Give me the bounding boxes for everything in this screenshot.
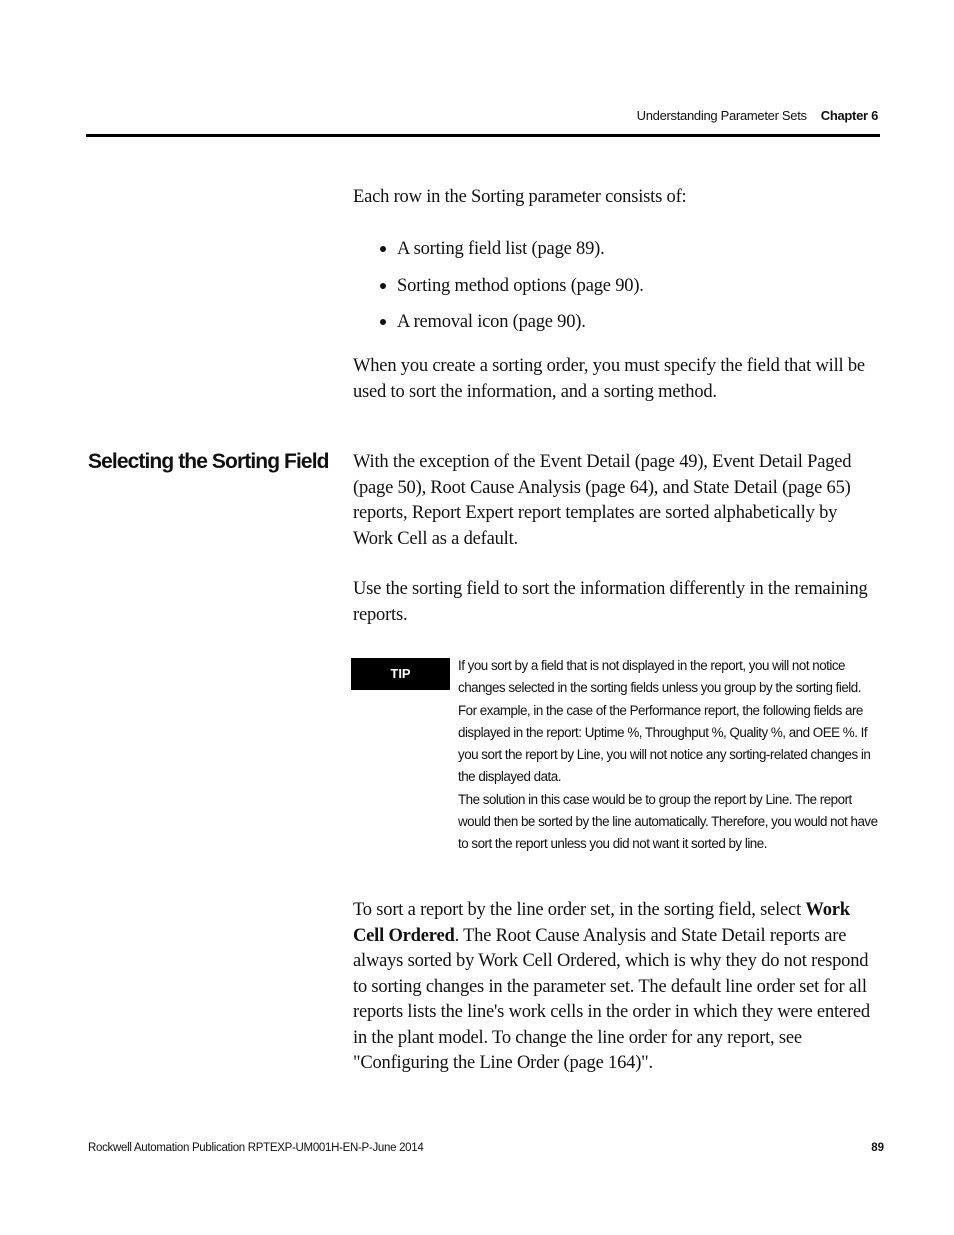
tip-paragraph-1: If you sort by a field that is not displayed in the report, you will not notice changes selected in the sorting fields unless you group by the sorting field. [458,658,861,696]
header-section-title: Understanding Parameter Sets [636,108,807,123]
tip-body [458,655,878,856]
tip-paragraph-3: The solution in this case would be to group the report by Line. The report would then be sorted by the line automatically. Therefore, you would not have to sort the report unless you did not want it sorted by line. [458,791,878,852]
section-paragraph-3 [353,898,878,1077]
section-paragraph-1: With the exception of the Event Detail (page 49), Event Detail Paged (page 50), Root Cause Analysis (page 64), and State Detail (page 65) reports, Report Expert report templates are sorted alphabetically by Work Cell as a default. [353,452,852,549]
list-item-text: A removal icon (page 90). [397,312,586,332]
header-rule [86,134,880,137]
list-item-text: A sorting field list (page 89). [397,239,605,259]
header-chapter: Chapter 6 [820,108,878,123]
footer-publication: Rockwell Automation Publication RPTEXP-UM001H-EN-P-June 2014 [88,1142,424,1154]
page-number: 89 [871,1142,884,1154]
tip-paragraph-2: For example, in the case of the Performance report, the following fields are displayed in the report: Uptime %, Throughput %, Quality %, and OEE %. If you sort the report by Line, you will not notice any sorting-related changes in the displayed data. [458,702,871,785]
section-heading: Selecting the Sorting Field [88,450,329,473]
section-paragraph-2: Use the sorting field to sort the information differently in the remaining reports. [353,579,868,625]
intro-lead: Each row in the Sorting parameter consists of: [353,187,687,207]
tip-label: TIP [351,658,450,690]
list-item [378,310,644,347]
list-item [378,237,644,274]
list-item [378,274,644,311]
paragraph-3-lead: To sort a report by the line order set, in the sorting field, select [353,900,806,920]
work-cell-ordered-term: Work Cell Ordered [353,900,850,946]
running-header [637,108,878,123]
paragraph-3-rest: . The Root Cause Analysis and State Detail reports are always sorted by Work Cell Ordered, which is why they do not respond to sorting changes in the parameter set. The default line order set for all reports lists the line's work cells in the order in which they were entered in the plant model. To change the line order for any report, see "Configuring the Line Order (page 164)". [353,925,870,1073]
list-item-text: Sorting method options (page 90). [397,275,644,296]
component-list [378,237,644,347]
intro-paragraph: When you create a sorting order, you must specify the field that will be used to sort the information, and a sorting method. [353,356,865,402]
